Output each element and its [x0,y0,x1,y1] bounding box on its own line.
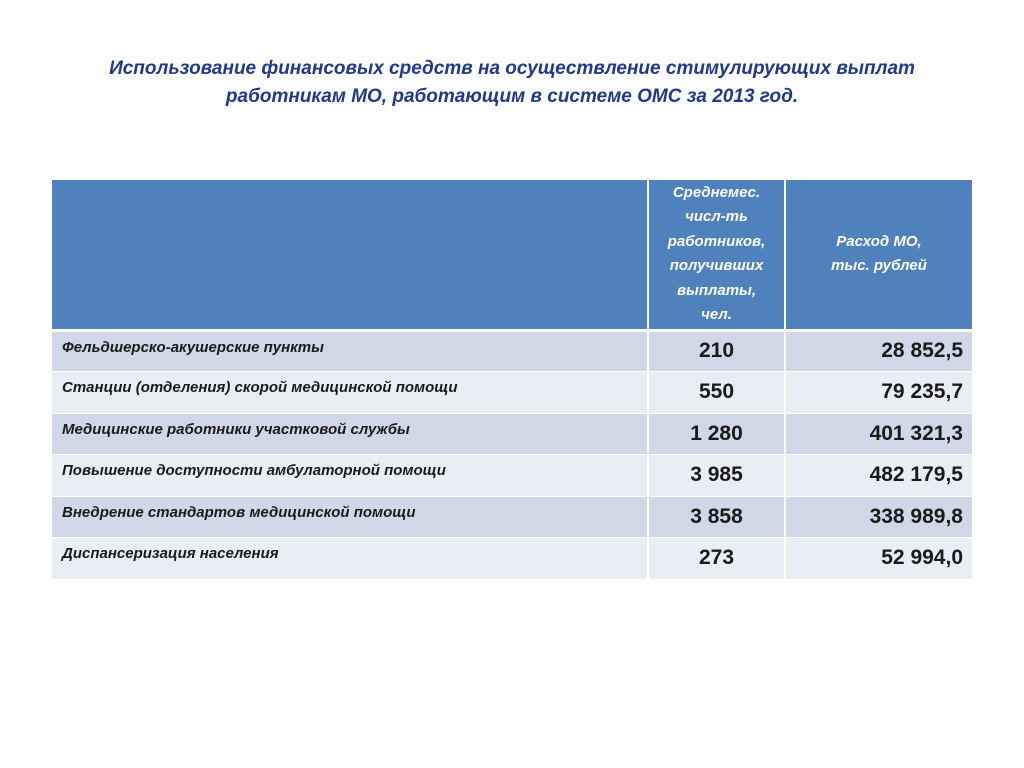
header-employee-count-line: чел. [701,306,732,324]
header-expense [785,180,972,330]
row-amount: 79 235,7 [785,372,972,414]
table-row [52,455,972,497]
row-label: Станции (отделения) скорой медицинской помощи [52,372,648,414]
header-employee-count-line: получивших [669,257,764,275]
title-line-1: Использование финансовых средств на осуществление стимулирующих выплат [109,58,915,79]
header-employee-count-line: числ-ть [685,208,748,226]
row-label: Медицинские работники участковой службы [52,413,648,455]
row-amount: 338 989,8 [785,496,972,538]
row-label: Диспансеризация населения [52,538,648,580]
row-count: 273 [648,538,785,580]
row-label: Внедрение стандартов медицинской помощи [52,496,648,538]
row-label: Повышение доступности амбулаторной помощи [52,455,648,497]
row-count: 3 858 [648,496,785,538]
header-employee-count-line: работников, [667,232,766,250]
header-employee-count-line: Среднемес. [672,183,761,201]
row-count: 1 280 [648,413,785,455]
row-count: 210 [648,330,785,372]
header-employee-count-line: выплаты, [676,281,757,299]
header-employee-count [648,180,785,330]
row-label: Фельдшерско-акушерские пункты [52,330,648,372]
page-title [60,55,964,111]
title-line-2: работникам МО, работающим в системе ОМС за 2013 год. [225,86,799,107]
header-category [52,180,648,330]
table-row [52,413,972,455]
row-count: 550 [648,372,785,414]
table-row [52,372,972,414]
row-amount: 28 852,5 [785,330,972,372]
table-row [52,330,972,372]
row-count: 3 985 [648,455,785,497]
header-expense-line: Расход МО, [836,232,922,250]
table-row [52,496,972,538]
row-amount: 401 321,3 [785,413,972,455]
row-amount: 482 179,5 [785,455,972,497]
payments-table [52,180,972,580]
header-expense-line: тыс. рублей [831,257,927,275]
table-header-row [52,180,972,330]
row-amount: 52 994,0 [785,538,972,580]
table-row [52,538,972,580]
